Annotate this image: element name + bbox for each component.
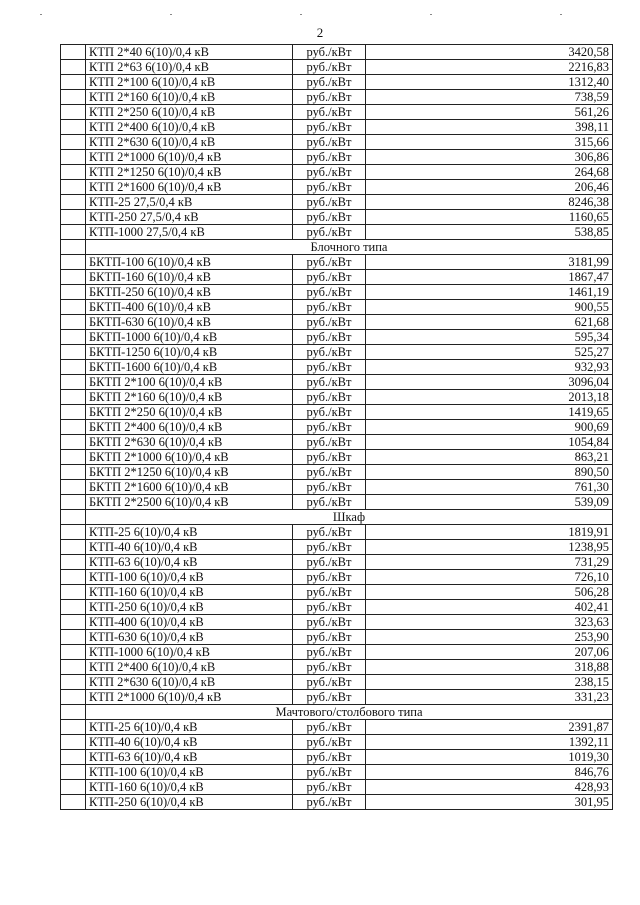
table-row	[61, 780, 613, 795]
value-cell: 264,68	[366, 165, 613, 180]
blank-cell	[61, 405, 86, 420]
blank-cell	[61, 630, 86, 645]
table-row	[61, 150, 613, 165]
blank-cell	[61, 330, 86, 345]
value-cell: 315,66	[366, 135, 613, 150]
item-name: КТП 2*100 6(10)/0,4 кВ	[86, 75, 293, 90]
unit-cell: руб./кВт	[293, 60, 366, 75]
unit-cell: руб./кВт	[293, 285, 366, 300]
blank-cell	[61, 315, 86, 330]
value-cell: 932,93	[366, 360, 613, 375]
unit-cell: руб./кВт	[293, 750, 366, 765]
blank-cell	[61, 210, 86, 225]
unit-cell: руб./кВт	[293, 255, 366, 270]
table-row	[61, 750, 613, 765]
unit-cell: руб./кВт	[293, 405, 366, 420]
unit-cell: руб./кВт	[293, 345, 366, 360]
item-name: БКТП 2*100 6(10)/0,4 кВ	[86, 375, 293, 390]
table-row	[61, 45, 613, 60]
section-title: Блочного типа	[86, 240, 613, 255]
unit-cell: руб./кВт	[293, 390, 366, 405]
value-cell: 621,68	[366, 315, 613, 330]
blank-cell	[61, 390, 86, 405]
item-name: КТП 2*63 6(10)/0,4 кВ	[86, 60, 293, 75]
value-cell: 1054,84	[366, 435, 613, 450]
value-cell: 539,09	[366, 495, 613, 510]
blank-cell	[61, 510, 86, 525]
item-name: БКТП 2*2500 6(10)/0,4 кВ	[86, 495, 293, 510]
blank-cell	[61, 780, 86, 795]
value-cell: 1392,11	[366, 735, 613, 750]
item-name: БКТП 2*1600 6(10)/0,4 кВ	[86, 480, 293, 495]
blank-cell	[61, 45, 86, 60]
table-row	[61, 60, 613, 75]
value-cell: 306,86	[366, 150, 613, 165]
table-row	[61, 390, 613, 405]
blank-cell	[61, 480, 86, 495]
unit-cell: руб./кВт	[293, 420, 366, 435]
table-row	[61, 720, 613, 735]
blank-cell	[61, 600, 86, 615]
table-row	[61, 600, 613, 615]
blank-cell	[61, 690, 86, 705]
item-name: КТП-63 6(10)/0,4 кВ	[86, 750, 293, 765]
item-name: КТП 2*160 6(10)/0,4 кВ	[86, 90, 293, 105]
unit-cell: руб./кВт	[293, 75, 366, 90]
price-table-body	[61, 45, 613, 810]
table-row	[61, 690, 613, 705]
table-row	[61, 75, 613, 90]
unit-cell: руб./кВт	[293, 210, 366, 225]
blank-cell	[61, 525, 86, 540]
blank-cell	[61, 765, 86, 780]
unit-cell: руб./кВт	[293, 165, 366, 180]
item-name: КТП-250 6(10)/0,4 кВ	[86, 795, 293, 810]
scan-speck	[430, 14, 432, 15]
unit-cell: руб./кВт	[293, 480, 366, 495]
blank-cell	[61, 240, 86, 255]
blank-cell	[61, 105, 86, 120]
item-name: КТП 2*1600 6(10)/0,4 кВ	[86, 180, 293, 195]
unit-cell: руб./кВт	[293, 660, 366, 675]
page-number: 2	[316, 25, 324, 40]
value-cell: 538,85	[366, 225, 613, 240]
unit-cell: руб./кВт	[293, 135, 366, 150]
unit-cell: руб./кВт	[293, 150, 366, 165]
value-cell: 3420,58	[366, 45, 613, 60]
blank-cell	[61, 300, 86, 315]
item-name: КТП 2*1250 6(10)/0,4 кВ	[86, 165, 293, 180]
blank-cell	[61, 60, 86, 75]
item-name: КТП-160 6(10)/0,4 кВ	[86, 585, 293, 600]
value-cell: 1160,65	[366, 210, 613, 225]
blank-cell	[61, 120, 86, 135]
value-cell: 1461,19	[366, 285, 613, 300]
value-cell: 207,06	[366, 645, 613, 660]
table-row	[61, 675, 613, 690]
table-row	[61, 90, 613, 105]
blank-cell	[61, 225, 86, 240]
item-name: БКТП-1250 6(10)/0,4 кВ	[86, 345, 293, 360]
unit-cell: руб./кВт	[293, 675, 366, 690]
value-cell: 1819,91	[366, 525, 613, 540]
value-cell: 2216,83	[366, 60, 613, 75]
blank-cell	[61, 720, 86, 735]
price-table	[60, 44, 613, 810]
item-name: КТП 2*40 6(10)/0,4 кВ	[86, 45, 293, 60]
unit-cell: руб./кВт	[293, 735, 366, 750]
table-row	[61, 315, 613, 330]
unit-cell: руб./кВт	[293, 90, 366, 105]
value-cell: 1867,47	[366, 270, 613, 285]
blank-cell	[61, 435, 86, 450]
value-cell: 595,34	[366, 330, 613, 345]
value-cell: 402,41	[366, 600, 613, 615]
unit-cell: руб./кВт	[293, 225, 366, 240]
value-cell: 398,11	[366, 120, 613, 135]
item-name: БКТП-630 6(10)/0,4 кВ	[86, 315, 293, 330]
value-cell: 1419,65	[366, 405, 613, 420]
table-row	[61, 210, 613, 225]
table-row	[61, 180, 613, 195]
item-name: КТП-63 6(10)/0,4 кВ	[86, 555, 293, 570]
item-name: БКТП-1000 6(10)/0,4 кВ	[86, 330, 293, 345]
table-row	[61, 480, 613, 495]
table-row	[61, 255, 613, 270]
table-row	[61, 495, 613, 510]
unit-cell: руб./кВт	[293, 720, 366, 735]
unit-cell: руб./кВт	[293, 300, 366, 315]
value-cell: 506,28	[366, 585, 613, 600]
item-name: КТП-100 6(10)/0,4 кВ	[86, 765, 293, 780]
scan-speck	[300, 14, 302, 15]
section-title: Шкаф	[86, 510, 613, 525]
item-name: КТП 2*630 6(10)/0,4 кВ	[86, 135, 293, 150]
blank-cell	[61, 795, 86, 810]
blank-cell	[61, 90, 86, 105]
unit-cell: руб./кВт	[293, 195, 366, 210]
value-cell: 1238,95	[366, 540, 613, 555]
item-name: КТП-400 6(10)/0,4 кВ	[86, 615, 293, 630]
unit-cell: руб./кВт	[293, 180, 366, 195]
table-row	[61, 450, 613, 465]
blank-cell	[61, 750, 86, 765]
unit-cell: руб./кВт	[293, 105, 366, 120]
section-header-row	[61, 705, 613, 720]
value-cell: 761,30	[366, 480, 613, 495]
blank-cell	[61, 150, 86, 165]
value-cell: 8246,38	[366, 195, 613, 210]
table-row	[61, 585, 613, 600]
unit-cell: руб./кВт	[293, 765, 366, 780]
table-row	[61, 540, 613, 555]
unit-cell: руб./кВт	[293, 615, 366, 630]
blank-cell	[61, 75, 86, 90]
table-row	[61, 105, 613, 120]
item-name: КТП 2*250 6(10)/0,4 кВ	[86, 105, 293, 120]
table-row	[61, 345, 613, 360]
blank-cell	[61, 615, 86, 630]
item-name: КТП-250 27,5/0,4 кВ	[86, 210, 293, 225]
section-title: Мачтового/столбового типа	[86, 705, 613, 720]
item-name: БКТП-100 6(10)/0,4 кВ	[86, 255, 293, 270]
table-row	[61, 270, 613, 285]
item-name: БКТП-400 6(10)/0,4 кВ	[86, 300, 293, 315]
table-row	[61, 405, 613, 420]
blank-cell	[61, 495, 86, 510]
section-header-row	[61, 240, 613, 255]
blank-cell	[61, 705, 86, 720]
unit-cell: руб./кВт	[293, 525, 366, 540]
unit-cell: руб./кВт	[293, 495, 366, 510]
unit-cell: руб./кВт	[293, 45, 366, 60]
table-row	[61, 225, 613, 240]
item-name: БКТП-160 6(10)/0,4 кВ	[86, 270, 293, 285]
unit-cell: руб./кВт	[293, 270, 366, 285]
value-cell: 890,50	[366, 465, 613, 480]
unit-cell: руб./кВт	[293, 555, 366, 570]
unit-cell: руб./кВт	[293, 360, 366, 375]
item-name: КТП-630 6(10)/0,4 кВ	[86, 630, 293, 645]
value-cell: 253,90	[366, 630, 613, 645]
item-name: БКТП 2*630 6(10)/0,4 кВ	[86, 435, 293, 450]
value-cell: 331,23	[366, 690, 613, 705]
value-cell: 846,76	[366, 765, 613, 780]
blank-cell	[61, 570, 86, 585]
table-row	[61, 135, 613, 150]
table-row	[61, 615, 613, 630]
value-cell: 2391,87	[366, 720, 613, 735]
value-cell: 323,63	[366, 615, 613, 630]
item-name: БКТП 2*1250 6(10)/0,4 кВ	[86, 465, 293, 480]
item-name: КТП-25 6(10)/0,4 кВ	[86, 525, 293, 540]
unit-cell: руб./кВт	[293, 120, 366, 135]
item-name: КТП-1000 6(10)/0,4 кВ	[86, 645, 293, 660]
value-cell: 3181,99	[366, 255, 613, 270]
blank-cell	[61, 465, 86, 480]
table-row	[61, 360, 613, 375]
blank-cell	[61, 645, 86, 660]
item-name: КТП-160 6(10)/0,4 кВ	[86, 780, 293, 795]
blank-cell	[61, 360, 86, 375]
blank-cell	[61, 735, 86, 750]
item-name: БКТП 2*400 6(10)/0,4 кВ	[86, 420, 293, 435]
table-row	[61, 300, 613, 315]
table-row	[61, 525, 613, 540]
blank-cell	[61, 450, 86, 465]
value-cell: 561,26	[366, 105, 613, 120]
scan-speck	[560, 14, 562, 15]
item-name: КТП-1000 27,5/0,4 кВ	[86, 225, 293, 240]
value-cell: 3096,04	[366, 375, 613, 390]
table-row	[61, 465, 613, 480]
item-name: КТП 2*400 6(10)/0,4 кВ	[86, 120, 293, 135]
table-row	[61, 435, 613, 450]
table-row	[61, 660, 613, 675]
value-cell: 731,29	[366, 555, 613, 570]
unit-cell: руб./кВт	[293, 375, 366, 390]
item-name: БКТП-1600 6(10)/0,4 кВ	[86, 360, 293, 375]
unit-cell: руб./кВт	[293, 630, 366, 645]
table-row	[61, 120, 613, 135]
table-row	[61, 555, 613, 570]
blank-cell	[61, 180, 86, 195]
blank-cell	[61, 420, 86, 435]
item-name: БКТП 2*1000 6(10)/0,4 кВ	[86, 450, 293, 465]
unit-cell: руб./кВт	[293, 780, 366, 795]
value-cell: 900,69	[366, 420, 613, 435]
scan-speck	[40, 14, 42, 15]
blank-cell	[61, 285, 86, 300]
value-cell: 301,95	[366, 795, 613, 810]
item-name: КТП-100 6(10)/0,4 кВ	[86, 570, 293, 585]
blank-cell	[61, 540, 86, 555]
table-row	[61, 645, 613, 660]
blank-cell	[61, 195, 86, 210]
blank-cell	[61, 375, 86, 390]
value-cell: 1312,40	[366, 75, 613, 90]
unit-cell: руб./кВт	[293, 435, 366, 450]
item-name: БКТП-250 6(10)/0,4 кВ	[86, 285, 293, 300]
value-cell: 318,88	[366, 660, 613, 675]
unit-cell: руб./кВт	[293, 540, 366, 555]
blank-cell	[61, 675, 86, 690]
unit-cell: руб./кВт	[293, 600, 366, 615]
blank-cell	[61, 255, 86, 270]
blank-cell	[61, 345, 86, 360]
table-row	[61, 570, 613, 585]
value-cell: 2013,18	[366, 390, 613, 405]
table-row	[61, 285, 613, 300]
section-header-row	[61, 510, 613, 525]
item-name: КТП 2*630 6(10)/0,4 кВ	[86, 675, 293, 690]
item-name: КТП-25 6(10)/0,4 кВ	[86, 720, 293, 735]
value-cell: 206,46	[366, 180, 613, 195]
item-name: КТП 2*400 6(10)/0,4 кВ	[86, 660, 293, 675]
table-row	[61, 375, 613, 390]
item-name: КТП 2*1000 6(10)/0,4 кВ	[86, 150, 293, 165]
value-cell: 900,55	[366, 300, 613, 315]
item-name: КТП-40 6(10)/0,4 кВ	[86, 735, 293, 750]
scan-speck	[170, 14, 172, 15]
table-row	[61, 795, 613, 810]
blank-cell	[61, 135, 86, 150]
table-row	[61, 195, 613, 210]
item-name: КТП-25 27,5/0,4 кВ	[86, 195, 293, 210]
item-name: КТП 2*1000 6(10)/0,4 кВ	[86, 690, 293, 705]
blank-cell	[61, 270, 86, 285]
unit-cell: руб./кВт	[293, 465, 366, 480]
table-row	[61, 735, 613, 750]
blank-cell	[61, 660, 86, 675]
table-row	[61, 630, 613, 645]
unit-cell: руб./кВт	[293, 570, 366, 585]
value-cell: 863,21	[366, 450, 613, 465]
item-name: КТП-40 6(10)/0,4 кВ	[86, 540, 293, 555]
unit-cell: руб./кВт	[293, 795, 366, 810]
item-name: БКТП 2*250 6(10)/0,4 кВ	[86, 405, 293, 420]
value-cell: 738,59	[366, 90, 613, 105]
blank-cell	[61, 585, 86, 600]
table-row	[61, 165, 613, 180]
value-cell: 428,93	[366, 780, 613, 795]
value-cell: 238,15	[366, 675, 613, 690]
unit-cell: руб./кВт	[293, 330, 366, 345]
table-row	[61, 765, 613, 780]
value-cell: 1019,30	[366, 750, 613, 765]
blank-cell	[61, 165, 86, 180]
value-cell: 525,27	[366, 345, 613, 360]
blank-cell	[61, 555, 86, 570]
value-cell: 726,10	[366, 570, 613, 585]
table-row	[61, 420, 613, 435]
unit-cell: руб./кВт	[293, 450, 366, 465]
unit-cell: руб./кВт	[293, 690, 366, 705]
unit-cell: руб./кВт	[293, 585, 366, 600]
item-name: КТП-250 6(10)/0,4 кВ	[86, 600, 293, 615]
item-name: БКТП 2*160 6(10)/0,4 кВ	[86, 390, 293, 405]
unit-cell: руб./кВт	[293, 645, 366, 660]
table-row	[61, 330, 613, 345]
unit-cell: руб./кВт	[293, 315, 366, 330]
